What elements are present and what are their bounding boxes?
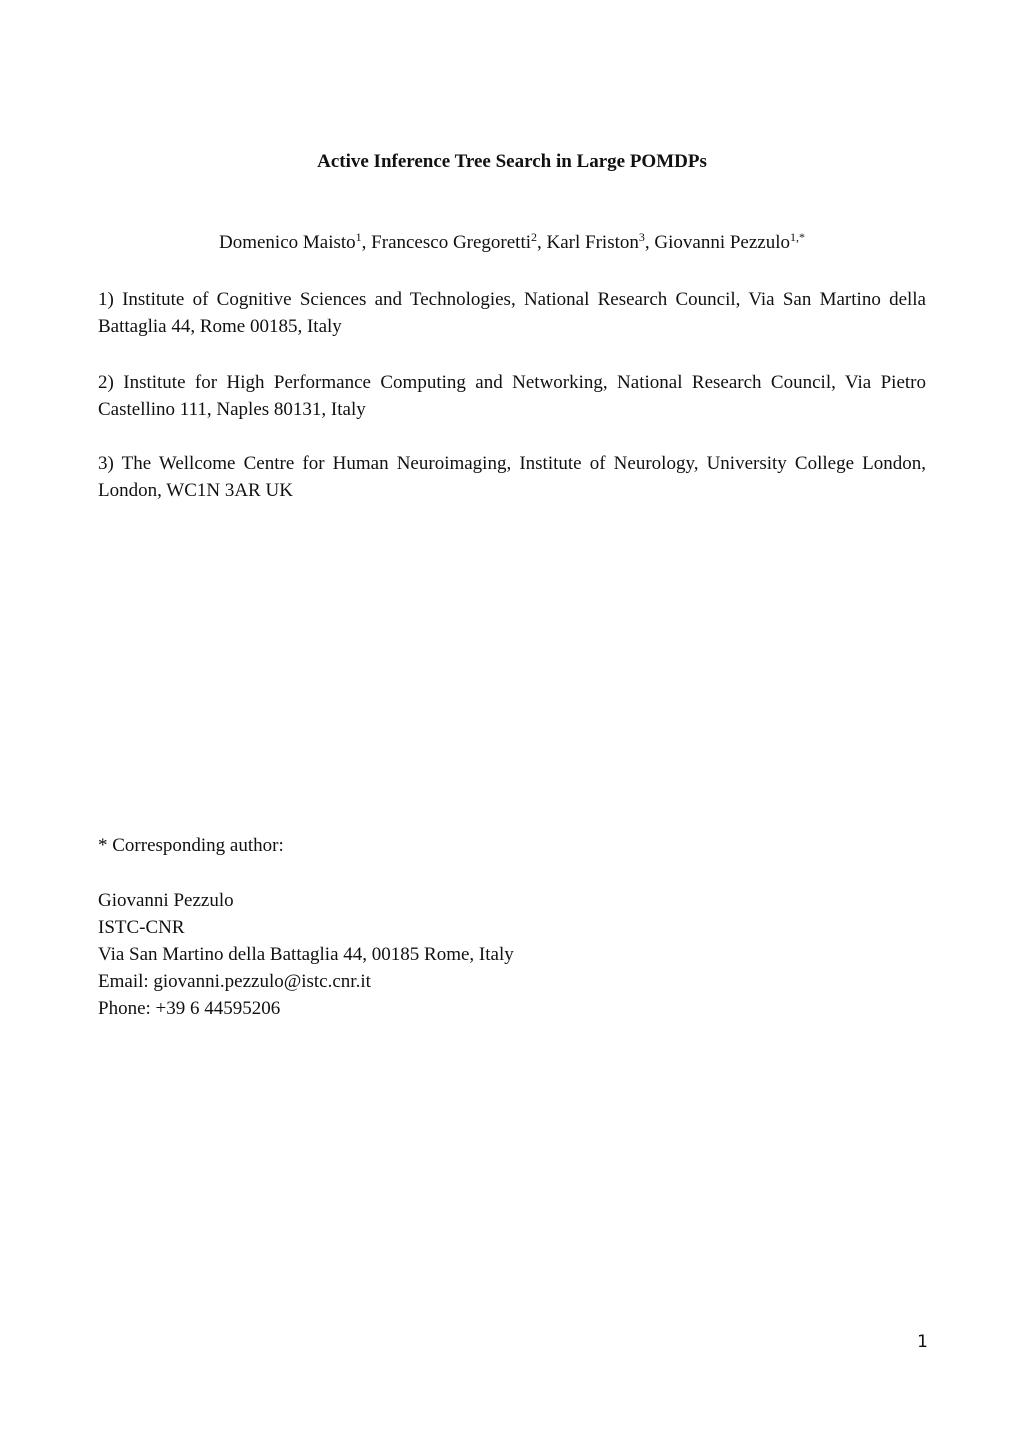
paper-title: Active Inference Tree Search in Large POMDPs: [317, 151, 707, 172]
author-affiliation-marker: 1,*: [790, 230, 805, 244]
corresponding-author-heading: * Corresponding author:: [98, 835, 284, 856]
page-number: 1: [917, 1332, 928, 1352]
affiliation-1: 1) Institute of Cognitive Sciences and Technologies, National Research Council, Via San Martino della Battaglia 44, Rome 00185, Italy: [98, 289, 926, 337]
author-name: Francesco Gregoretti: [371, 232, 532, 253]
author-separator: ,: [361, 232, 372, 253]
contact-email: Email: giovanni.pezzulo@istc.cnr.it: [98, 971, 371, 992]
affiliation-3: 3) The Wellcome Centre for Human Neuroimaging, Institute of Neurology, University College London, London, WC1N 3AR UK: [98, 453, 926, 501]
contact-name: Giovanni Pezzulo: [98, 890, 234, 911]
affiliation-2: 2) Institute for High Performance Computing and Networking, National Research Council, Via Pietro Castellino 111, Naples 80131, Italy: [98, 372, 926, 420]
author-name: Giovanni Pezzulo: [654, 232, 790, 253]
author-affiliation-marker: 3: [638, 230, 645, 244]
author-name: Domenico Maisto: [218, 232, 356, 253]
author-separator: ,: [537, 232, 547, 253]
author-affiliation-marker: 2: [531, 230, 538, 244]
corresponding-author-contact: [98, 887, 514, 1022]
contact-institution: ISTC-CNR: [98, 917, 185, 938]
contact-phone: Phone: +39 6 44595206: [98, 998, 281, 1019]
author-list: [0, 231, 1024, 255]
author-separator: ,: [644, 232, 655, 253]
author-affiliation-marker: 1: [355, 230, 362, 244]
author-name: Karl Friston: [546, 232, 639, 253]
contact-address: Via San Martino della Battaglia 44, 00185 Rome, Italy: [98, 944, 514, 965]
